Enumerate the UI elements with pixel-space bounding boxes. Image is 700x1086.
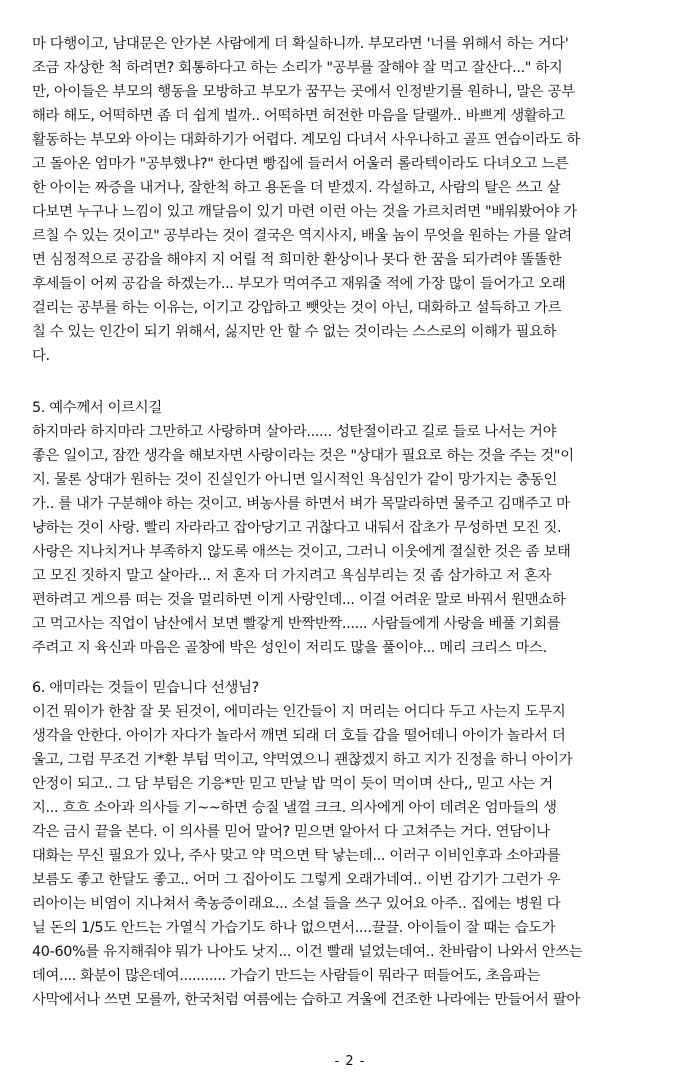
text-line: 사랑은 지나치거나 부족하지 않도록 애쓰는 것이고, 그러니 이웃에게 절실한 것은 좀 보태 [32,544,571,560]
text-line: 사막에서나 쓰면 모를까, 한국처럼 여름에는 습하고 겨울에 건조한 나라에는 만들어서 팔아 [32,992,580,1008]
text-line: 면 심정적으로 공감을 해야지 지 어릴 적 희미한 환상이나 못다 한 꿈을 되가려야 똘똘한 [32,252,562,268]
text-line: 르칠 수 있는 것이고" 공부라는 것이 결국은 역지사지, 배울 놈이 무엇을 원하는 가를 알려 [32,228,572,244]
section-heading: 6. 애미라는 것들이 믿습니다 선생님? [32,680,259,696]
text-line: 40-60%를 유지해줘야 뭐가 나아도 낫지... 이건 빨래 널었는데여.. 찬바람이 나와서 안쓰는 [32,944,583,960]
text-line: 고 돌아온 엄마가 "공부했냐?" 한다면 빵집에 들러서 어울러 롤라텍이라도 다녀오고 느른 [32,156,569,172]
text-line: 냥하는 것이 사랑. 빨리 자라라고 잡아당기고 귀찮다고 내둬서 잡초가 무성하면 모진 짓. [32,520,562,536]
text-line: 다보면 누구나 느낌이 있고 깨달음이 있기 마련 이런 아는 것을 가르치려면 "배워봤어야 가 [32,204,577,220]
text-line: 고 모진 짓하지 말고 살아라... 저 혼자 더 가지려고 욕심부리는 것 좀 삼가하고 저 혼자 [32,568,552,584]
text-line: 만, 아이들은 부모의 행동을 모방하고 부모가 꿈꾸는 곳에서 인정받기를 원하니, 말은 공부 [32,84,575,100]
text-line: 해라 해도, 어떡하면 좀 더 쉽게 벌까.. 어떡하면 허전한 마음을 달랠까.. 바쁘게 생활하고 [32,108,565,124]
text-line: 생각을 안한다. 아이가 자다가 놀라서 깨면 되래 더 호들 갑을 떨어데니 아이가 놀라서 더 [32,728,566,744]
text-line: 고 먹고사는 직업이 남산에서 보면 빨갛게 반짝반짝...... 사람들에게 사랑을 베풀 기회를 [32,616,561,632]
page-number: - 2 - [334,1054,366,1069]
text-line: 대화는 무신 필요가 있나, 주사 맞고 약 먹으면 탁 낳는데... 이러구 이비인후과 소아과를 [32,848,561,864]
text-line: 리아이는 비염이 지나쳐서 축농증이래요... 소설 들을 쓰구 있어요 아주.. 집에는 병원 다 [32,896,561,912]
text-line: 후세들이 어찌 공감을 하겠는가... 부모가 먹여주고 재워줄 적에 가장 많이 들어가고 오래 [32,276,566,292]
text-line: 한 아이는 짜증을 내거나, 잘한척 하고 용돈을 더 받겠지. 각설하고, 사람의 탈은 쓰고 살 [32,180,561,196]
text-line: 보름도 좋고 한달도 좋고.. 어머 그 집아이도 그렇게 오래가네여.. 이번 감기가 그런가 우 [32,872,561,888]
text-line: 편하려고 게으름 떠는 것을 멀리하면 이게 사랑인데... 이걸 어려운 말로 바꿔서 원맨쇼하 [32,592,566,608]
text-line: 각은 금시 끝을 본다. 이 의사를 믿어 말어? 믿으면 알아서 다 고쳐주는 거다. 연담이나 [32,824,550,840]
text-line: 칠 수 있는 인간이 되기 위해서, 싫지만 안 할 수 없는 것이라는 스스로의 이해가 필요하 [32,324,557,340]
text-line: 활동하는 부모와 아이는 대화하기가 어렵다. 계모임 다녀서 사우나하고 골프 연습이라도 하 [32,132,580,148]
text-line: 걸리는 공부를 하는 이유는, 이기고 강압하고 뺏앗는 것이 아닌, 대화하고 설득하고 가르 [32,300,562,316]
text-line: 주려고 지 육신과 마음은 골창에 박은 성인이 저리도 많을 풀이야... 메리 크리스 마스. [32,640,547,656]
text-line: 울고, 그럼 무조건 기*환 부텀 먹이고, 약먹였으니 괜찮겠지 하고 지가 진정을 하니 아이가 [32,752,573,768]
text-line: 조금 자상한 척 하려면? 회통하다고 하는 소리가 "공부를 잘해야 잘 먹고 잘산다..." 하지 [32,60,563,76]
text-line: 지... 흐흐 소아과 의사들 기~~하면 승질 낼껄 크크. 의사에게 아이 데려온 엄마들의 생 [32,800,557,816]
text-line: 안정이 되고.. 그 담 부텀은 기응*만 믿고 만날 밥 먹이 듯이 먹이며 산다,, 믿고 사는 거 [32,776,553,792]
text-line: 마 다행이고, 남대문은 안가본 사람에게 더 확실하니까. 부모라면 '너를 위해서 하는 거다' [32,36,569,52]
text-line: 닐 돈의 1/5도 안드는 가열식 가습기도 하나 없으면서....끌끌. 아이들이 잘 때는 습도가 [32,920,556,936]
text-line: 이건 뭐이가 한참 잘 못 된것이, 에미라는 인간들이 지 머리는 어디다 두고 사는지 도무지 [32,704,566,720]
section-heading: 5. 예수께서 이르시길 [32,400,162,416]
text-line: 좋은 일이고, 잠깐 생각을 해보자면 사랑이라는 것은 "상대가 필요로 하는 것을 주는 것"이 [32,448,574,464]
text-line: 데여.... 화분이 많은데여........... 가습기 만드는 사람들이 뭐라구 떠들어도, 초음파는 [32,968,540,984]
text-line: 가.. 를 내가 구분해야 하는 것이고. 벼농사를 하면서 벼가 목말라하면 물주고 김매주고 마 [32,496,570,512]
text-line: 지. 물론 상대가 원하는 것이 진실인가 아니면 일시적인 욕심인가 같이 망가지는 충동인 [32,472,557,488]
text-line: 하지마라 하지마라 그만하고 사랑하며 살아라...... 성탄절이라고 길로 들로 나서는 거야 [32,424,557,440]
text-line: 다. [32,348,50,364]
